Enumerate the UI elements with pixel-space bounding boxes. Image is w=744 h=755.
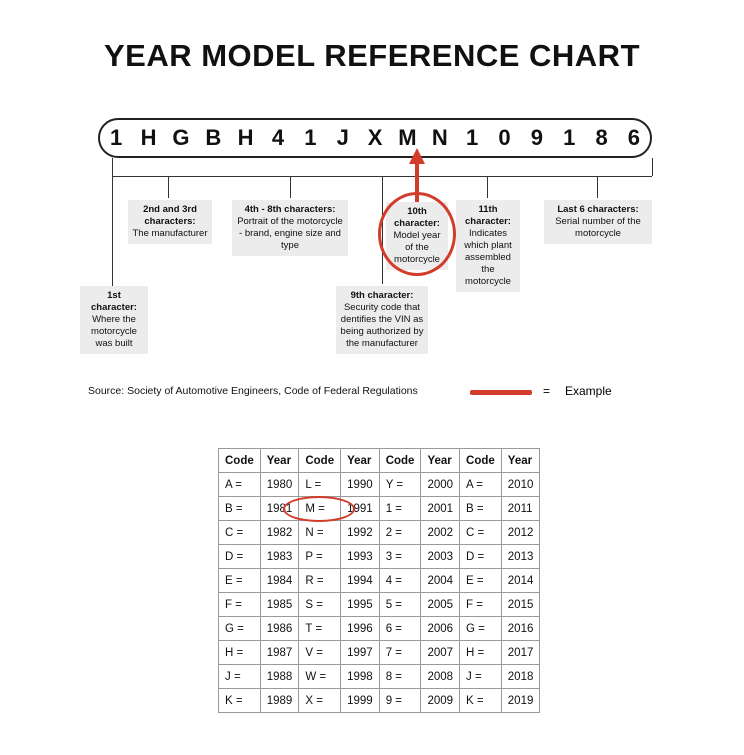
- table-row: [219, 545, 540, 569]
- callout-10th-character: [386, 202, 448, 270]
- year-cell: 1990: [341, 473, 380, 497]
- legend-example-label: Example: [565, 384, 612, 398]
- callout-header: 11th character:: [465, 204, 511, 227]
- year-cell: 2016: [501, 617, 540, 641]
- column-header: Year: [341, 449, 380, 473]
- callout-4th-8th-characters: [232, 200, 348, 256]
- year-cell: 2006: [421, 617, 460, 641]
- callout-header: 1st character:: [91, 290, 137, 313]
- code-cell: 2 =: [379, 521, 421, 545]
- code-cell: C =: [219, 521, 261, 545]
- code-cell: D =: [460, 545, 502, 569]
- code-cell: L =: [299, 473, 341, 497]
- year-cell: 1984: [260, 569, 299, 593]
- code-cell: E =: [460, 569, 502, 593]
- year-cell: 1985: [260, 593, 299, 617]
- year-cell: 1993: [341, 545, 380, 569]
- callout-body: Portrait of the motorcycle - brand, engine size and type: [237, 216, 343, 251]
- vin-char: B: [205, 125, 222, 150]
- code-cell: J =: [219, 665, 261, 689]
- vin-char: 1: [110, 125, 123, 150]
- code-cell: J =: [460, 665, 502, 689]
- legend-example-swatch: [470, 390, 532, 395]
- year-cell: 2002: [421, 521, 460, 545]
- callout-body: Where the motorcycle was built: [91, 314, 137, 349]
- bracket-line: [140, 176, 198, 177]
- code-cell: W =: [299, 665, 341, 689]
- vin-char: 6: [627, 125, 641, 150]
- code-cell: B =: [460, 497, 502, 521]
- code-cell: K =: [460, 689, 502, 713]
- code-cell: G =: [219, 617, 261, 641]
- leader-line-2nd-3rd: [168, 176, 169, 198]
- year-cell: 2017: [501, 641, 540, 665]
- code-cell: G =: [460, 617, 502, 641]
- callout-11th-character: [456, 200, 520, 292]
- column-header: Code: [219, 449, 261, 473]
- code-cell: 1 =: [379, 497, 421, 521]
- vin-number-strip: [98, 118, 652, 158]
- column-header: Code: [460, 449, 502, 473]
- code-cell: K =: [219, 689, 261, 713]
- code-cell: A =: [460, 473, 502, 497]
- legend-equals-sign: =: [543, 384, 551, 398]
- callout-body: Indicates which plant assembled the motorcycle: [464, 228, 512, 287]
- leader-line: [652, 158, 653, 176]
- table-row: [219, 617, 540, 641]
- column-header: Year: [260, 449, 299, 473]
- leader-line: [112, 158, 113, 176]
- code-cell: 9 =: [379, 689, 421, 713]
- vin-char: N: [431, 125, 448, 150]
- year-code-table: [218, 448, 540, 713]
- callout-body: Security code that dentifies the VIN as being authorized by the manufacturer: [340, 302, 424, 349]
- vin-char: 9: [530, 125, 543, 150]
- callout-1st-character: [80, 286, 148, 354]
- code-cell: 6 =: [379, 617, 421, 641]
- year-cell: 2010: [501, 473, 540, 497]
- year-cell: 2019: [501, 689, 540, 713]
- year-cell: 1988: [260, 665, 299, 689]
- year-cell: 1982: [260, 521, 299, 545]
- year-cell: 1995: [341, 593, 380, 617]
- vin-char: G: [172, 125, 190, 150]
- vin-char: M: [398, 125, 417, 150]
- leader-line-1st: [112, 176, 113, 286]
- year-cell: 1997: [341, 641, 380, 665]
- code-cell: 7 =: [379, 641, 421, 665]
- callout-body: The manufacturer: [132, 228, 208, 239]
- code-cell: 5 =: [379, 593, 421, 617]
- year-cell: 2007: [421, 641, 460, 665]
- callout-last-6-characters: [544, 200, 652, 244]
- callout-9th-character: [336, 286, 428, 354]
- code-cell: 3 =: [379, 545, 421, 569]
- year-cell: 1981: [260, 497, 299, 521]
- year-cell: 2013: [501, 545, 540, 569]
- highlight-arrow-shaft: [415, 160, 419, 202]
- code-cell: N =: [299, 521, 341, 545]
- code-cell: C =: [460, 521, 502, 545]
- code-cell: B =: [219, 497, 261, 521]
- vin-char: H: [140, 125, 157, 150]
- year-cell: 1980: [260, 473, 299, 497]
- leader-line-9th: [382, 176, 383, 284]
- code-cell: H =: [460, 641, 502, 665]
- year-cell: 1996: [341, 617, 380, 641]
- vin-char: 1: [304, 125, 317, 150]
- year-cell: 1991: [341, 497, 380, 521]
- code-cell: 4 =: [379, 569, 421, 593]
- table-header-row: [219, 449, 540, 473]
- table-row: [219, 689, 540, 713]
- vin-char: 1: [563, 125, 576, 150]
- year-cell: 2003: [421, 545, 460, 569]
- source-citation: Source: Society of Automotive Engineers, Code of Federal Regulations: [88, 385, 418, 397]
- code-cell: T =: [299, 617, 341, 641]
- table-row: [219, 473, 540, 497]
- vin-char: X: [367, 125, 383, 150]
- vin-char: 1: [466, 125, 479, 150]
- callout-2nd-3rd-characters: [128, 200, 212, 244]
- year-cell: 1986: [260, 617, 299, 641]
- vin-char: 4: [271, 125, 285, 150]
- table-row: [219, 641, 540, 665]
- callout-body: Serial number of the motorcycle: [555, 216, 641, 239]
- leader-line-11th: [487, 176, 488, 198]
- code-cell: A =: [219, 473, 261, 497]
- code-cell: V =: [299, 641, 341, 665]
- year-cell: 2009: [421, 689, 460, 713]
- page-title: YEAR MODEL REFERENCE CHART: [103, 38, 641, 73]
- callout-header: Last 6 characters:: [557, 204, 639, 215]
- table-row: [219, 521, 540, 545]
- column-header: Code: [379, 449, 421, 473]
- bracket-line: [455, 176, 487, 177]
- code-cell: F =: [460, 593, 502, 617]
- vin-char: 8: [595, 125, 608, 150]
- vin-char: H: [237, 125, 254, 150]
- year-cell: 2004: [421, 569, 460, 593]
- year-cell: 1987: [260, 641, 299, 665]
- code-cell: D =: [219, 545, 261, 569]
- code-cell: F =: [219, 593, 261, 617]
- bracket-line: [520, 176, 652, 177]
- leader-line-4th-8th: [290, 176, 291, 198]
- year-cell: 2015: [501, 593, 540, 617]
- year-cell: 1983: [260, 545, 299, 569]
- year-cell: 1999: [341, 689, 380, 713]
- callout-body: Model year of the motorcycle: [393, 230, 441, 265]
- leader-line-last6: [597, 176, 598, 198]
- column-header: Year: [501, 449, 540, 473]
- vin-char: J: [336, 125, 349, 150]
- table-row: [219, 665, 540, 689]
- code-cell: P =: [299, 545, 341, 569]
- callout-header: 10th character:: [394, 206, 440, 229]
- code-cell: S =: [299, 593, 341, 617]
- code-cell: Y =: [379, 473, 421, 497]
- year-cell: 2005: [421, 593, 460, 617]
- callout-header: 9th character:: [350, 290, 414, 301]
- code-cell: X =: [299, 689, 341, 713]
- year-cell: 2000: [421, 473, 460, 497]
- year-cell: 2012: [501, 521, 540, 545]
- table-row: [219, 569, 540, 593]
- year-cell: 2014: [501, 569, 540, 593]
- code-cell: M =: [299, 497, 341, 521]
- year-cell: 2018: [501, 665, 540, 689]
- vin-char: 0: [498, 125, 511, 150]
- year-cell: 1992: [341, 521, 380, 545]
- code-cell: E =: [219, 569, 261, 593]
- year-cell: 1994: [341, 569, 380, 593]
- code-cell: 8 =: [379, 665, 421, 689]
- year-cell: 2008: [421, 665, 460, 689]
- code-cell: H =: [219, 641, 261, 665]
- bracket-line: [233, 176, 347, 177]
- year-cell: 1989: [260, 689, 299, 713]
- table-row: [219, 497, 540, 521]
- year-cell: 2001: [421, 497, 460, 521]
- column-header: Code: [299, 449, 341, 473]
- code-cell: R =: [299, 569, 341, 593]
- year-cell: 1998: [341, 665, 380, 689]
- table-row: [219, 593, 540, 617]
- callout-header: 4th - 8th characters:: [244, 204, 336, 215]
- year-cell: 2011: [501, 497, 540, 521]
- column-header: Year: [421, 449, 460, 473]
- callout-header: 2nd and 3rd characters:: [143, 204, 197, 227]
